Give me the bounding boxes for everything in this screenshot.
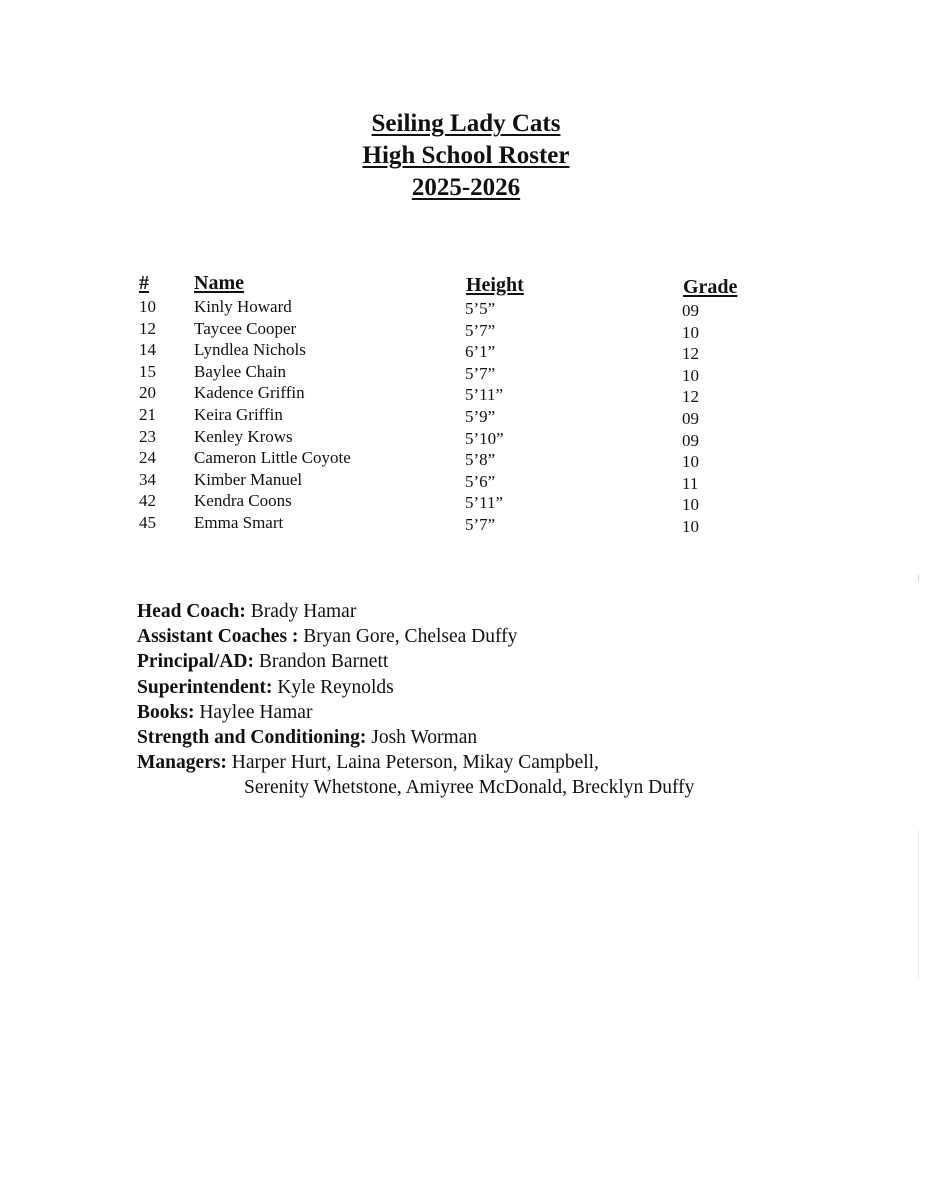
player-grade: 10	[682, 452, 699, 472]
player-name: Baylee Chain	[194, 361, 287, 381]
staff-head-coach	[137, 599, 837, 624]
player-name: Kimber Manuel	[194, 469, 303, 489]
player-grade: 10	[682, 365, 699, 385]
player-number: 10	[139, 297, 156, 316]
roster-heading: High School Roster	[362, 142, 570, 169]
staff-label: Strength and Conditioning:	[137, 727, 367, 749]
table-row	[0, 447, 927, 472]
staff-label: Principal/AD:	[137, 651, 254, 673]
table-row	[0, 318, 927, 340]
player-grade: 12	[682, 344, 699, 364]
player-name: Kendra Coons	[194, 491, 292, 511]
player-number: 21	[139, 404, 156, 424]
roster-title	[0, 108, 927, 204]
player-name: Emma Smart	[194, 512, 284, 532]
player-height: 5’10”	[465, 428, 504, 448]
column-header-name: Name	[194, 272, 244, 294]
team-name: Seiling Lady Cats	[371, 110, 561, 137]
player-number: 34	[139, 469, 156, 489]
staff-strength-conditioning	[137, 725, 837, 750]
player-grade: 12	[682, 387, 699, 407]
staff-assistant-coaches	[137, 624, 837, 649]
staff-value: Kyle Reynolds	[272, 676, 394, 698]
player-number: 15	[139, 361, 156, 381]
player-name: Kinly Howard	[194, 297, 292, 316]
roster-table-header	[0, 272, 927, 298]
staff-value: Brady Hamar	[245, 601, 357, 622]
table-row	[0, 339, 927, 364]
player-name: Kenley Krows	[194, 426, 293, 446]
player-height: 5’6”	[465, 471, 496, 491]
player-grade: 10	[682, 495, 699, 515]
season-year: 2025-2026	[411, 174, 521, 201]
player-name: Taycee Cooper	[194, 318, 297, 338]
staff-value: Josh Worman	[366, 727, 478, 749]
player-height: 5’9”	[465, 406, 496, 426]
table-row	[0, 382, 927, 407]
player-grade: 10	[682, 516, 699, 536]
staff-label: Head Coach:	[137, 601, 246, 622]
table-row	[0, 490, 927, 515]
staff-value: Brandon Barnett	[254, 651, 389, 673]
player-name: Lyndlea Nichols	[194, 340, 306, 360]
player-height: 5’5”	[465, 299, 496, 318]
player-name: Keira Griffin	[194, 404, 283, 424]
player-number: 45	[139, 512, 156, 532]
column-header-number: #	[139, 272, 149, 294]
table-row	[0, 404, 927, 426]
staff-managers-continued: Serenity Whetstone, Amiyree McDonald, Brecklyn Duffy	[244, 777, 695, 799]
player-number: 20	[139, 383, 156, 403]
player-grade: 09	[682, 430, 699, 450]
table-row	[0, 296, 927, 318]
player-height: 5’7”	[465, 363, 496, 383]
staff-value: Harper Hurt, Laina Peterson, Mikay Campbell,	[226, 752, 599, 774]
scan-speck	[918, 575, 919, 581]
table-row	[0, 426, 927, 448]
player-height: 5’8”	[465, 450, 496, 470]
scan-speck	[918, 830, 919, 980]
player-grade: 10	[682, 322, 699, 342]
player-height: 5’7”	[465, 320, 496, 340]
column-header-height: Height	[466, 274, 524, 296]
staff-label: Managers:	[137, 752, 227, 774]
staff-value: Haylee Hamar	[194, 701, 313, 723]
player-height: 5’11”	[465, 385, 504, 405]
staff-superintendent	[137, 675, 837, 700]
staff-label: Assistant Coaches :	[137, 626, 299, 648]
player-height: 5’7”	[465, 514, 496, 534]
player-name: Kadence Griffin	[194, 383, 305, 403]
column-header-grade: Grade	[683, 276, 738, 298]
staff-label: Superintendent:	[137, 676, 273, 698]
player-height: 6’1”	[465, 342, 496, 362]
player-number: 12	[139, 318, 156, 338]
staff-books	[137, 700, 837, 725]
roster-table-body	[0, 296, 927, 534]
player-number: 42	[139, 491, 156, 511]
player-name: Cameron Little Coyote	[194, 448, 351, 468]
player-number: 24	[139, 448, 156, 468]
staff-principal-ad	[137, 649, 837, 674]
player-grade: 11	[682, 473, 699, 493]
player-grade: 09	[682, 301, 699, 320]
player-height: 5’11”	[465, 493, 504, 513]
player-number: 14	[139, 340, 156, 360]
staff-value: Bryan Gore, Chelsea Duffy	[298, 626, 518, 648]
table-row	[0, 469, 927, 491]
staff-label: Books:	[137, 701, 195, 723]
player-number: 23	[139, 426, 156, 446]
table-row	[0, 512, 927, 534]
staff-managers	[137, 750, 837, 775]
staff-list	[137, 599, 837, 801]
table-row	[0, 361, 927, 383]
player-grade: 09	[682, 408, 699, 428]
